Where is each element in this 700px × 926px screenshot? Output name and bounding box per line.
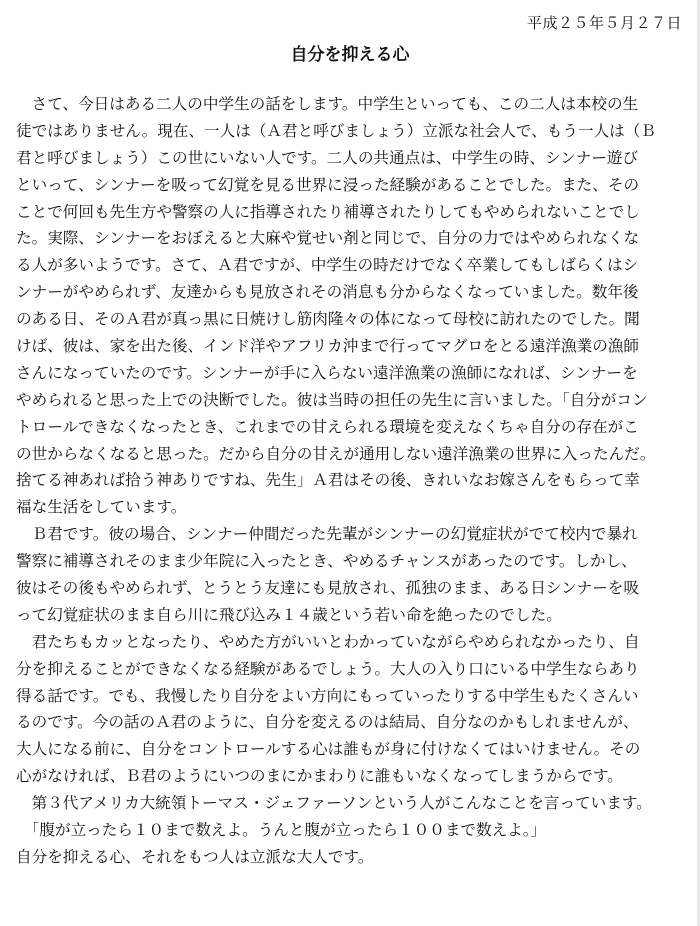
text-line: る人が多いようです。さて、Ａ君ですが、中学生の時だけでなく卒業してもしばらくはシ — [16, 256, 639, 275]
text-line: 第３代アメリカ大統領トーマス・ジェファーソンという人がこんなことを言っています。 — [16, 794, 652, 813]
text-line: 大人になる前に、自分をコントロールする心は誰もが身に付けなくてはいけません。その — [16, 740, 641, 759]
text-line: のある日、そのＡ君が真っ黒に日焼けし筋肉隆々の体になって母校に訪れたのでした。聞 — [16, 310, 640, 329]
text-line: た。実際、シンナーをおぼえると大麻や覚せい剤と同じで、自分の力ではやめられなくな — [16, 229, 640, 248]
text-line: の世からなくなると思った。だから自分の甘えが通用しない遠洋漁業の世界に入ったんだ。 — [16, 444, 656, 463]
text-line: るのです。今の話のＡ君のように、自分を変えるのは結局、自分なのかもしれませんが、 — [16, 713, 639, 732]
text-line: 福な生活をしています。 — [16, 498, 187, 517]
body-text — [16, 91, 692, 871]
text-line: 捨てる神あれば拾う神ありですね、先生」Ａ君はその後、きれいなお嫁さんをもらって幸 — [16, 471, 640, 490]
text-line: 君と呼びましょう）この世にいない人です。二人の共通点は、中学生の時、シンナー遊び — [16, 148, 639, 167]
text-line: 彼はその後もやめられず、とうとう友達にも見放され、孤独のまま、ある日シンナーを吸 — [16, 579, 640, 598]
text-line: やめられると思った上での決断でした。彼は当時の担任の先生に言いました。「自分がコン — [16, 390, 648, 409]
text-line: けば、彼は、家を出た後、インド洋やアフリカ沖まで行ってマグロをとる遠洋漁業の漁師 — [16, 337, 639, 356]
text-line: 「腹が立ったら１０まで数えよ。うんと腹が立ったら１００まで数えよ。」 — [16, 821, 547, 840]
date: 平成２５年５月２７日 — [526, 14, 682, 32]
text-line: 自分を抑える心、それをもつ人は立派な大人です。 — [16, 847, 374, 866]
text-line: トロールできなくなったとき、これまでの甘えられる環境を変えなくちゃ自分の存在がこ — [16, 417, 639, 436]
text-line: って幻覚症状のまま自ら川に飛び込み１４歳という若い命を絶ったのでした。 — [16, 605, 562, 624]
text-line: 心がなければ、Ｂ君のようにいつのまにかまわりに誰もいなくなってしまうからです。 — [16, 767, 623, 786]
text-line: 得る話です。でも、我慢したり自分をよい方向にもっていったりする中学生もたくさんい — [16, 686, 639, 705]
text-line: ことで何回も先生方や警察の人に指導されたり補導されたりしてもやめられないことでし — [16, 202, 640, 221]
text-line: さんになっていたのです。シンナーが手に入らない遠洋漁業の漁師になれば、シンナーを — [16, 363, 638, 382]
text-line: 分を抑えることができなくなる経験があるでしょう。大人の入り口にいる中学生ならあり — [16, 659, 640, 678]
text-line: Ｂ君です。彼の場合、シンナー仲間だった先輩がシンナーの幻覚症状がでて校内で暴れ — [16, 525, 638, 544]
page-title: 自分を抑える心 — [290, 45, 410, 65]
text-line: さて、今日はある二人の中学生の話をします。中学生といっても、この二人は本校の生 — [16, 95, 639, 113]
text-line: 徒ではありません。現在、一人は（Ａ君と呼びましょう）立派な社会人で、もう一人は（Ｂ — [16, 121, 656, 140]
text-line: といって、シンナーを吸って幻覚を見る世界に浸った経験があることでした。また、その — [16, 175, 640, 194]
text-line: ンナーがやめられず、友達からも見放されその消息も分からなくなっていました。数年後 — [16, 283, 639, 302]
text-line: 君たちもカッとなったり、やめた方がいいとわかっていながらやめられなかったり、自 — [16, 632, 640, 651]
text-line: 警察に補導されそのまま少年院に入ったとき、やめるチャンスがあったのです。しかし、 — [16, 552, 637, 571]
